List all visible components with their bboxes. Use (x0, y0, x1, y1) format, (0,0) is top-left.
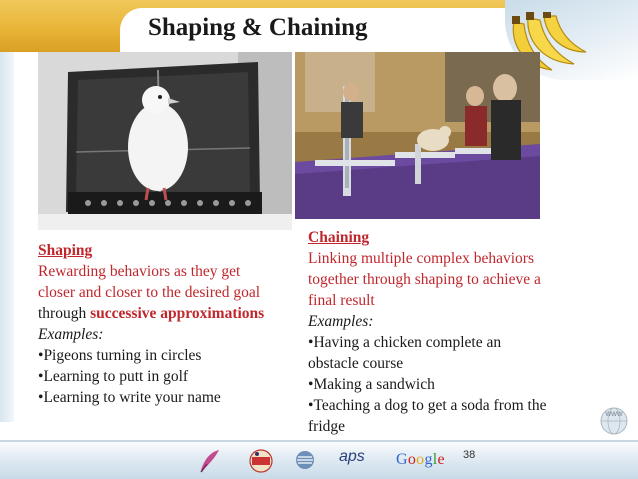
google-letter: o (407, 451, 417, 468)
page-number: 38 (463, 449, 476, 461)
shaping-examples-label: Examples: (38, 326, 104, 343)
google-letter: l (432, 451, 438, 468)
page-title: Shaping & Chaining (148, 14, 368, 41)
www-label: www (605, 409, 623, 418)
google-letter: e (437, 451, 445, 468)
pigeon-skinner-box-photo (38, 52, 292, 230)
google-letter: G (396, 451, 408, 468)
shaping-definition-connector: through (38, 305, 87, 322)
chaining-examples-label: Examples: (308, 313, 374, 330)
chicken-obstacle-course-photo (295, 52, 540, 219)
chaining-example-item: • Making a sandwich (308, 374, 548, 395)
globe-logo-icon[interactable] (294, 448, 316, 472)
shaping-example-item: • Pigeons turning in circles (38, 345, 278, 366)
google-letter: o (416, 451, 425, 468)
aps-logo[interactable]: aps (339, 448, 365, 465)
google-letter: g (424, 451, 433, 468)
shaping-definition-text: Rewarding behaviors as they get closer and closer to the desired goal (38, 263, 261, 301)
shaping-definition (38, 261, 278, 324)
chaining-heading: Chaining (308, 229, 370, 246)
footer-divider (0, 440, 638, 442)
shaping-example-item: • Learning to putt in golf (38, 366, 278, 387)
chaining-section (308, 227, 548, 437)
shaping-heading: Shaping (38, 242, 93, 259)
psych-logo-icon[interactable] (247, 448, 275, 474)
left-edge-strip (0, 52, 14, 422)
shaping-section (38, 240, 278, 408)
footer-bar (0, 440, 638, 479)
shaping-emphasis: successive approximations (90, 305, 265, 322)
chaining-example-item: • Teaching a dog to get a soda from the fridge (308, 395, 548, 437)
shaping-example-item: • Learning to write your name (38, 387, 278, 408)
www-globe-icon[interactable] (597, 404, 631, 441)
chaining-example-item: • Having a chicken complete an obstacle course (308, 332, 548, 374)
google-logo[interactable] (396, 451, 445, 469)
chaining-definition: Linking multiple complex behaviors together through shaping to achieve a final result (308, 250, 541, 309)
quill-logo-icon[interactable] (197, 448, 221, 474)
